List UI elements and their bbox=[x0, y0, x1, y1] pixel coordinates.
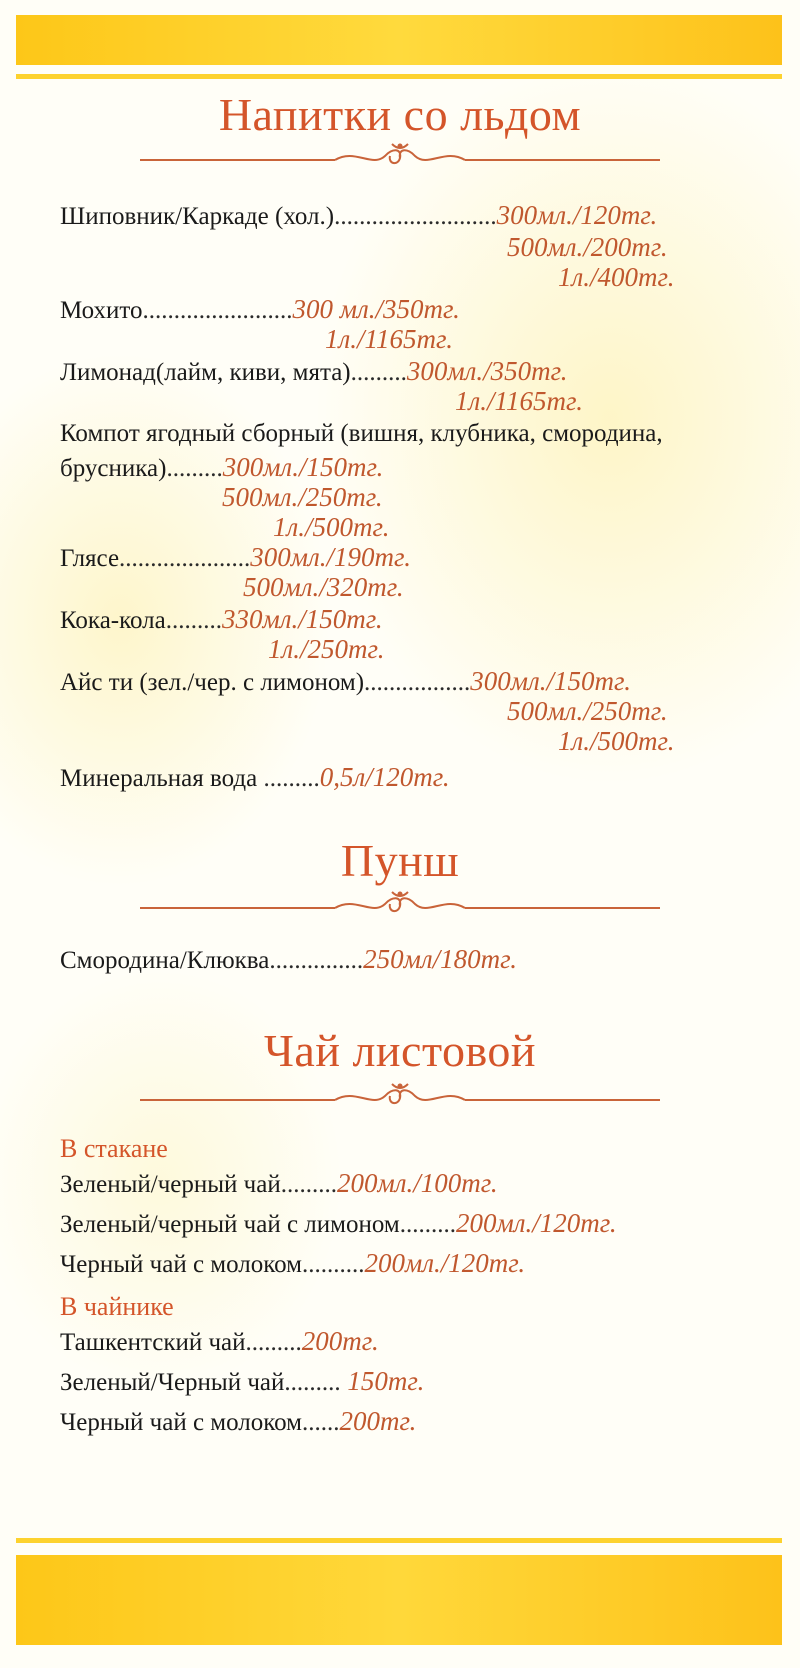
leader-dots: ......... bbox=[165, 607, 222, 634]
leader-dots: ............... bbox=[269, 947, 364, 974]
bottom-yellow-line bbox=[16, 1538, 782, 1543]
item-name: Лимонад(лайм, киви, мята) bbox=[60, 359, 351, 386]
bottom-yellow-band bbox=[16, 1555, 782, 1645]
menu-item-icetea bbox=[60, 666, 631, 697]
flourish-divider bbox=[140, 888, 660, 928]
item-price: 200мл./120тг. bbox=[455, 1208, 617, 1238]
menu-item-teapot-milk bbox=[60, 1406, 416, 1437]
item-name: Мохито bbox=[60, 297, 143, 324]
leader-dots: ......... bbox=[245, 1329, 302, 1356]
menu-item-compote bbox=[60, 420, 663, 448]
flourish-divider bbox=[140, 1080, 660, 1120]
leader-dots: .......... bbox=[301, 1251, 365, 1278]
item-price: 1л./1165тг. bbox=[325, 324, 453, 354]
leader-dots: ......... bbox=[166, 455, 223, 482]
item-price: 1л./1165тг. bbox=[455, 386, 583, 416]
item-price: 200мл./100тг. bbox=[336, 1168, 498, 1198]
item-name: Кока-кола bbox=[60, 607, 166, 634]
item-name: Черный чай с молоком bbox=[60, 1251, 302, 1278]
item-price: 500мл./250тг. bbox=[222, 482, 383, 512]
menu-item-lemonade bbox=[60, 356, 568, 387]
item-price: 1л./500тг. bbox=[558, 726, 675, 756]
item-price: 0,5л/120тг. bbox=[319, 762, 450, 792]
item-price: 250мл/180тг. bbox=[363, 944, 518, 974]
item-name: Зеленый/черный чай с лимоном bbox=[60, 1211, 400, 1238]
flourish-divider bbox=[140, 140, 660, 180]
leader-dots: ...... bbox=[301, 1409, 340, 1436]
menu-item-compote-cont bbox=[60, 452, 383, 483]
top-yellow-band bbox=[16, 15, 782, 65]
section-title-leaf-tea: Чай листовой bbox=[264, 1025, 536, 1076]
leader-dots: ......... bbox=[280, 1171, 337, 1198]
item-price: 1л./400тг. bbox=[558, 262, 675, 292]
item-price: 1л./500тг. bbox=[273, 512, 390, 542]
leader-dots: ......... bbox=[263, 765, 320, 792]
item-name: Минеральная вода bbox=[60, 765, 264, 792]
item-name: Смородина/Клюква bbox=[60, 947, 270, 974]
item-name: Шиповник/Каркаде (хол.) bbox=[60, 203, 335, 230]
item-price: 300мл./350тг. bbox=[406, 356, 568, 386]
item-price: 500мл./320тг. bbox=[243, 572, 404, 602]
leader-dots: ......... bbox=[350, 359, 407, 386]
item-price: 500мл./200тг. bbox=[507, 232, 668, 262]
item-price: 150тг. bbox=[340, 1366, 425, 1396]
item-name: Компот ягодный сборный (вишня, клубника, смородина, bbox=[60, 420, 663, 447]
item-name: Зеленый/Черный чай bbox=[60, 1369, 285, 1396]
menu-item-tashkent-tea bbox=[60, 1326, 379, 1357]
leader-dots: ......... bbox=[284, 1369, 341, 1396]
menu-item-tea-green-black bbox=[60, 1168, 498, 1199]
leader-dots: ................. bbox=[364, 669, 471, 696]
leader-dots: ......... bbox=[399, 1211, 456, 1238]
menu-item-mojito bbox=[60, 294, 460, 325]
item-price: 200тг. bbox=[339, 1406, 417, 1436]
item-price: 330мл./150тг. bbox=[222, 604, 383, 634]
item-name: Ташкентский чай bbox=[60, 1329, 246, 1356]
item-price: 200тг. bbox=[301, 1326, 379, 1356]
item-name: Глясе bbox=[60, 545, 120, 572]
item-name: Черный чай с молоком bbox=[60, 1409, 302, 1436]
menu-item-tea-milk bbox=[60, 1248, 525, 1279]
leader-dots: .......................... bbox=[334, 203, 497, 230]
item-name: брусника) bbox=[60, 455, 167, 482]
menu-item-glace bbox=[60, 542, 411, 573]
item-price: 300 мл./350тг. bbox=[292, 294, 460, 324]
menu-item-rosehip bbox=[60, 200, 657, 231]
section-title-punch: Пунш bbox=[340, 835, 460, 886]
item-price: 300мл./190тг. bbox=[250, 542, 411, 572]
item-price: 200мл./120тг. bbox=[364, 1248, 526, 1278]
subheading-in-glass: В стакане bbox=[60, 1134, 168, 1163]
leader-dots: ........................ bbox=[142, 297, 293, 324]
item-price: 300мл./150тг. bbox=[470, 666, 631, 696]
item-price: 300мл./150тг. bbox=[222, 452, 384, 482]
subheading-in-teapot: В чайнике bbox=[60, 1292, 174, 1321]
item-name: Зеленый/черный чай bbox=[60, 1171, 281, 1198]
item-price: 500мл./250тг. bbox=[507, 696, 668, 726]
menu-item-teapot-green-black bbox=[60, 1366, 424, 1397]
leader-dots: ..................... bbox=[119, 545, 251, 572]
menu-item-mineral-water bbox=[60, 762, 450, 793]
item-price: 1л./250тг. bbox=[268, 634, 385, 664]
item-price: 300мл./120тг. bbox=[496, 200, 658, 230]
top-yellow-line bbox=[16, 74, 782, 79]
menu-item-currant-cranberry bbox=[60, 944, 517, 975]
menu-item-cola bbox=[60, 604, 383, 635]
menu-item-tea-lemon bbox=[60, 1208, 617, 1239]
section-title-iced-drinks: Напитки со льдом bbox=[218, 89, 582, 140]
item-name: Айс ти (зел./чер. с лимоном) bbox=[60, 669, 365, 696]
